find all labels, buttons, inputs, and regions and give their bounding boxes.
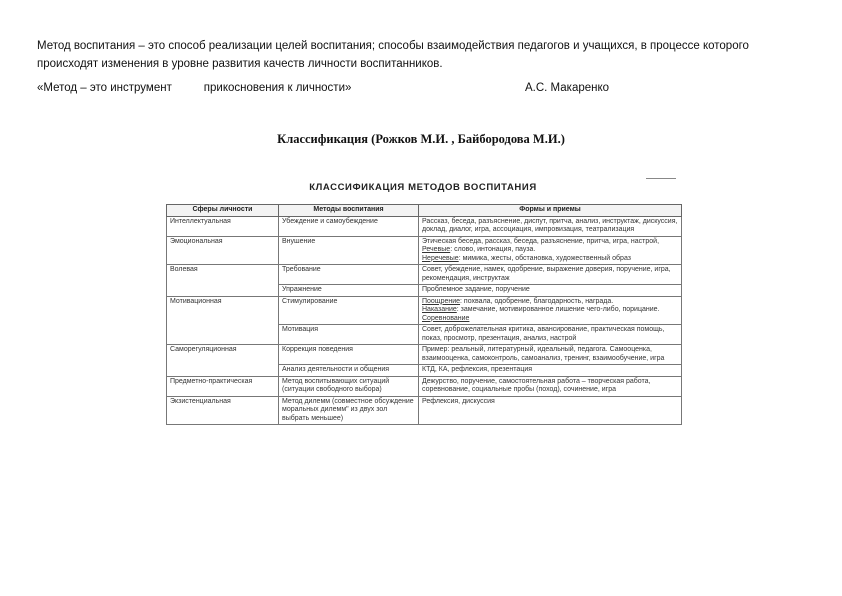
intro-paragraph: Метод воспитания – это способ реализации целей воспитания; способы взаимодействия педагогов и учащихся, в процессе которого происходят изменения в уровне развития качеств личности воспитанников.: [37, 40, 749, 70]
method-cell: Метод дилемм (совместное обсуждение моральных дилемм" из двух зол выбрать меньшее): [279, 396, 419, 425]
forms-cell: [419, 236, 682, 265]
method-cell: Коррекция поведения: [279, 345, 419, 365]
classification-table: [166, 204, 682, 425]
sphere-cell: Эмоциональная: [167, 236, 279, 265]
header-methods: Методы воспитания: [279, 205, 419, 217]
scanned-table-image: [162, 170, 684, 550]
table-row: [167, 376, 682, 396]
sphere-cell: Экзистенциальная: [167, 396, 279, 425]
verbal-text: : слово, интонация, пауза.: [450, 246, 536, 253]
forms-cell: Совет, доброжелательная критика, авансирование, практическая помощь, показ, просмотр, презентация, анализ, настрой: [419, 325, 682, 345]
forms-cell: Совет, убеждение, намек, одобрение, выражение доверия, поручение, игра, рекомендация, инструктаж: [419, 265, 682, 285]
quote-author: А.С. Макаренко: [525, 82, 610, 94]
method-cell: Упражнение: [279, 285, 419, 297]
verbal-label: Речевые: [422, 246, 451, 253]
sphere-cell: Интеллектуальная: [167, 216, 279, 236]
method-cell: Стимулирование: [279, 296, 419, 325]
forms-cell: Проблемное задание, поручение: [419, 285, 682, 297]
forms-cell: Рассказ, беседа, разъяснение, диспут, притча, анализ, инструктаж, дискуссия, доклад, диалог, игра, ассоциация, импровизация, театрализация: [419, 216, 682, 236]
classification-heading: Классификация (Рожков М.И. , Байбородова М.И.): [277, 132, 565, 146]
reward-label: Поощрение: [422, 297, 461, 305]
forms-cell: КТД, КА, рефлексия, презентация: [419, 365, 682, 377]
forms-cell: [419, 296, 682, 325]
table-row: [167, 216, 682, 236]
table-row: [167, 345, 682, 365]
forms-cell: Рефлексия, дискуссия: [419, 396, 682, 425]
forms-text: Этическая беседа, рассказ, беседа, разъяснение, притча, игра, настрой,: [422, 237, 660, 245]
forms-cell: Пример: реальный, литературный, идеальный, педагога. Самооценка, взаимооценка, самоконтроль, самоанализ, тренинг, взаимообучение, игра: [419, 345, 682, 365]
forms-cell: Дежурство, поручение, самостоятельная работа – творческая работа, соревнование, социальные пробы (поход), сочинение, игра: [419, 376, 682, 396]
method-cell: Убеждение и самоубеждение: [279, 216, 419, 236]
reward-text: : похвала, одобрение, благодарность, награда.: [460, 297, 614, 305]
table-row: [167, 296, 682, 325]
method-cell: Анализ деятельности и общения: [279, 365, 419, 377]
method-cell: Требование: [279, 265, 419, 285]
header-forms: Формы и приемы: [419, 205, 682, 217]
nonverbal-text: : мимика, жесты, обстановка, художественный образ: [458, 254, 631, 262]
sphere-cell: Предметно-практическая: [167, 376, 279, 396]
sphere-cell: Саморегуляционная: [167, 345, 279, 377]
header-spheres: Сферы личности: [167, 205, 279, 217]
nonverbal-label: Неречевые: [422, 254, 459, 262]
sphere-cell: Мотивационная: [167, 296, 279, 345]
method-cell: Внушение: [279, 236, 419, 265]
table-row: [167, 236, 682, 265]
punish-label: Наказание: [422, 306, 457, 313]
quote-text: «Метод – это инструмент прикосновения к личности»: [37, 82, 352, 94]
method-cell: Метод воспитывающих ситуаций (ситуации свободного выбора): [279, 376, 419, 396]
table-row: [167, 396, 682, 425]
table-row: [167, 265, 682, 285]
sphere-cell: Волевая: [167, 265, 279, 297]
scan-mark: [646, 178, 676, 179]
table-header-row: [167, 205, 682, 217]
punish-text: : замечание, мотивированное лишение чего-либо, порицание.: [456, 306, 660, 313]
competition-label: Соревнование: [422, 314, 470, 322]
scan-title: КЛАССИФИКАЦИЯ МЕТОДОВ ВОСПИТАНИЯ: [309, 182, 537, 193]
method-cell: Мотивация: [279, 325, 419, 345]
